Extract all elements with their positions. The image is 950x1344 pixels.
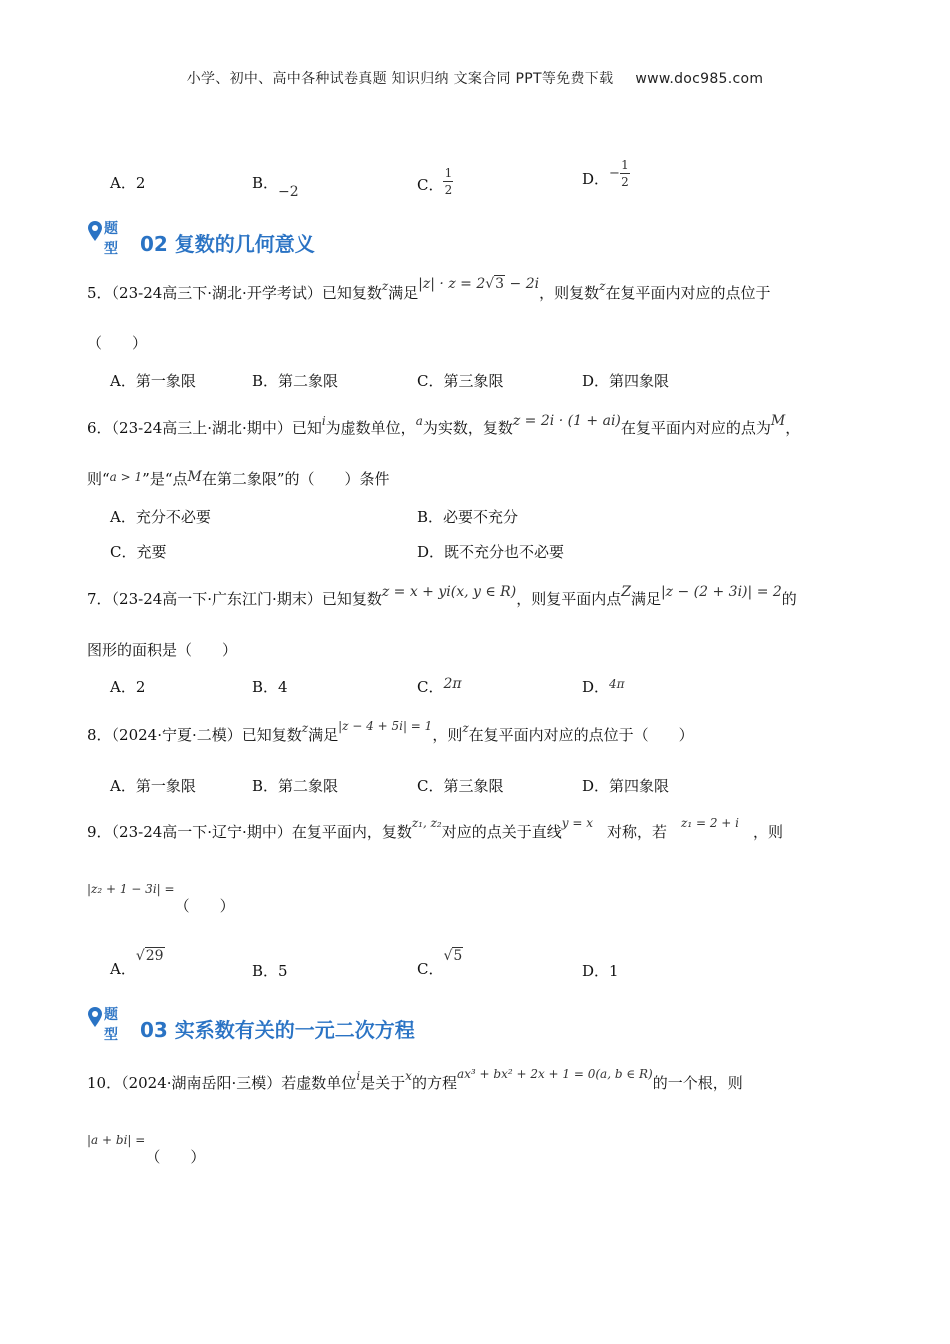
question-5: 5．（23-24高三下·湖北·开学考试）已知复数z满足|z| · z = 2√3 − 2i，则复数z在复平面内对应的点位于 bbox=[87, 276, 771, 302]
q4-option-d: D．− $\frac{1}{2}$ bbox=[582, 158, 629, 189]
question-6: 6．（23-24高三上·湖北·期中）已知i为虚数单位，a为实数，复数z = 2i · (1 + ai)在复平面内对应的点为M， bbox=[87, 413, 801, 437]
q7-option-c: C．2π bbox=[417, 676, 462, 696]
question-10: 10．（2024·湖南岳阳·三模）若虚数单位i是关于x的方程ax³ + bx² + 2x + 1 = 0(a, b ∈ R)的一个根，则 bbox=[87, 1073, 743, 1094]
q5-option-b: B．第二象限 bbox=[252, 372, 339, 390]
header-text: 小学、初中、高中各种试卷真题 知识归纳 文案合同 PPT等免费下载 bbox=[186, 71, 614, 87]
section-tag: 题型 bbox=[104, 1007, 118, 1043]
question-9-line2: |z₂ + 1 − 3i| =（ ） bbox=[87, 886, 235, 907]
q5-equation: |z| · z = 2√3 − 2i bbox=[418, 276, 540, 292]
q7-condition: |z − (2 + 3i)| = 2 bbox=[660, 584, 782, 600]
location-pin-icon bbox=[86, 1006, 104, 1028]
question-9: 9．（23-24高一下·辽宁·期中）在复平面内，复数z₁, z₂对应的点关于直线y = x 对称，若 z₁ = 2 + i ，则 bbox=[87, 816, 783, 841]
q5-option-c: C．第三象限 bbox=[417, 372, 504, 390]
section-title: 02 复数的几何意义 bbox=[140, 232, 315, 256]
section-title: 03 实系数有关的一元二次方程 bbox=[140, 1018, 415, 1042]
q6-option-a: A．充分不必要 bbox=[110, 508, 211, 526]
q6-option-c: C．充要 bbox=[110, 543, 167, 561]
q7-option-b: B．4 bbox=[252, 678, 288, 696]
q8-condition: |z − 4 + 5i| = 1 bbox=[338, 719, 433, 733]
q6-option-b: B．必要不充分 bbox=[417, 508, 519, 526]
q5-option-d: D．第四象限 bbox=[582, 372, 670, 390]
q4-option-d-fraction: $\frac{1}{2}$ bbox=[621, 158, 629, 189]
q4-option-a: A．2 bbox=[110, 174, 146, 192]
q9-option-a: A．√29 bbox=[110, 948, 164, 978]
q8-option-c: C．第三象限 bbox=[417, 777, 504, 795]
q9-option-d: D．1 bbox=[582, 962, 619, 980]
q7-equation: z = x + yi(x, y ∈ R) bbox=[381, 584, 517, 600]
header-site-link[interactable]: www.doc985.com bbox=[635, 71, 764, 87]
q4-option-c-fraction: $\frac{1}{2}$ bbox=[444, 166, 453, 197]
q5-option-a: A．第一象限 bbox=[110, 372, 196, 390]
q5-answer-paren: （ ） bbox=[87, 334, 148, 352]
question-10-line2: |a + bi| =（ ） bbox=[87, 1137, 205, 1158]
q10-equation: ax³ + bx² + 2x + 1 = 0(a, b ∈ R) bbox=[456, 1067, 653, 1081]
q8-option-a: A．第一象限 bbox=[110, 777, 196, 795]
page-header bbox=[0, 68, 950, 88]
q4-option-b-math: −2 bbox=[278, 184, 299, 200]
question-6-line2: 则“a > 1”是“点M在第二象限”的（ ）条件 bbox=[87, 469, 390, 488]
q4-option-c: C． $\frac{1}{2}$ bbox=[417, 166, 453, 197]
q6-option-d: D．既不充分也不必要 bbox=[417, 543, 565, 561]
q7-option-d: D．4π bbox=[582, 677, 625, 696]
q10-expression: |a + bi| = bbox=[87, 1133, 146, 1147]
q8-option-b: B．第二象限 bbox=[252, 777, 339, 795]
question-7-line2: 图形的面积是（ ） bbox=[87, 641, 238, 659]
section-tag: 题型 bbox=[104, 221, 118, 257]
q6-equation: z = 2i · (1 + ai) bbox=[512, 413, 621, 429]
q9-option-b: B．5 bbox=[252, 962, 288, 980]
q7-option-a: A．2 bbox=[110, 678, 146, 696]
q9-option-c: C．√5 bbox=[417, 948, 463, 978]
question-7: 7．（23-24高一下·广东江门·期末）已知复数z = x + yi(x, y ∈ R)，则复平面内点Z满足|z − (2 + 3i)| = 2的 bbox=[87, 584, 797, 608]
question-8: 8．（2024·宁夏·二模）已知复数z满足|z − 4 + 5i| = 1，则z在复平面内对应的点位于（ ） bbox=[87, 725, 694, 746]
location-pin-icon bbox=[86, 220, 104, 242]
q9-expression: |z₂ + 1 − 3i| = bbox=[87, 882, 175, 896]
q8-option-d: D．第四象限 bbox=[582, 777, 670, 795]
q4-option-b: B．−2 bbox=[252, 174, 299, 200]
